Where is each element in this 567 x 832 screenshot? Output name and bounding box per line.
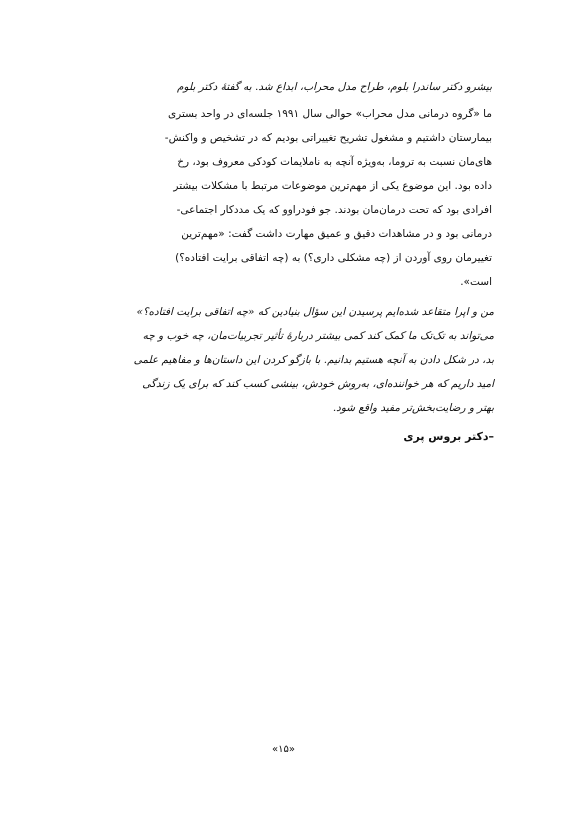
paragraph-line: می‌تواند به تک‌تک ما کمک کند کمی بیشتر دربارهٔ تأثیر تجربیات‌مان، چه خوب و چه bbox=[142, 330, 494, 342]
quote-line: بیمارستان داشتیم و مشغول تشریح تغییراتی بودیم که در تشخیص و واکنش- bbox=[164, 132, 492, 144]
quote-line: درمانی بود و در مشاهدات دقیق و عمیق مهارت داشت گفت: «مهم‌ترین bbox=[181, 228, 492, 240]
paragraph-line: من و اپرا متقاعد شده‌ایم پرسیدن این سؤال بنیادین که «چه اتفاقی برایت افتاده؟» bbox=[136, 306, 494, 318]
quote-line: تغییرمان روی آوردن از (چه مشکلی داری؟) به (چه اتفاقی برایت افتاده؟) bbox=[175, 252, 492, 264]
quote-line: است». bbox=[460, 276, 492, 288]
quote-line: داده بود. این موضوع یکی از مهم‌ترین موضوعات مرتبط با مشکلات بیشتر bbox=[173, 180, 492, 192]
page-number: «۱۵» bbox=[272, 744, 295, 755]
signature: –دکتر بروس پری bbox=[403, 430, 494, 443]
intro-line: بیشرو دکتر ساندرا بلوم، طراح مدل محراب، ابداع شد. به گفتهٔ دکتر بلوم bbox=[177, 81, 492, 93]
quote-line: ما «گروه درمانی مدل محراب» حوالی سال ۱۹۹۱ جلسه‌ای در واحد بستری bbox=[167, 108, 492, 120]
paragraph-line: امید داریم که هر خواننده‌ای، به‌روش خودش، بینشی کسب کند که برای یک زندگی bbox=[142, 378, 494, 390]
paragraph-line: بهتر و رضایت‌بخش‌تر مفید واقع شود. bbox=[332, 402, 494, 414]
paragraph-line: بد، در شکل دادن به آنچه هستیم بدانیم. با بازگو کردن این داستان‌ها و مفاهیم علمی bbox=[133, 354, 494, 366]
quote-line: های‌مان نسبت به تروما، به‌ویژه آنچه به ناملایمات کودکی معروف بود، رخ bbox=[177, 156, 492, 168]
quote-line: افرادی بود که تحت درمان‌مان بودند. جو فودراوو که یک مددکار اجتماعی- bbox=[176, 204, 492, 216]
